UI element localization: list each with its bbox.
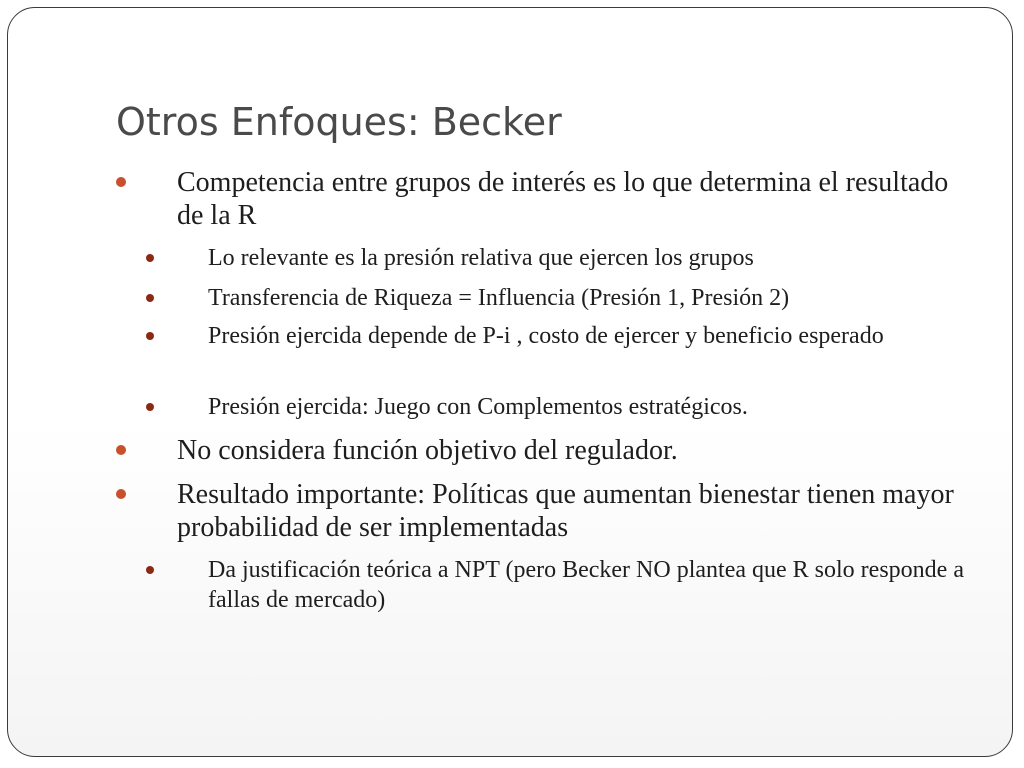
bullet-text: Resultado importante: Políticas que aumentan bienestar tienen mayor probabilidad de ser implementadas xyxy=(177,479,954,543)
sub-bullet-text: Lo relevante es la presión relativa que ejercen los grupos xyxy=(208,245,754,271)
bullet-item-competencia xyxy=(177,166,967,232)
sub-bullet-item-transferencia xyxy=(208,283,978,313)
sub-bullet-item-justificacion xyxy=(208,555,978,615)
sub-bullet-dot-icon xyxy=(146,403,154,411)
sub-bullet-dot-icon xyxy=(146,332,154,340)
sub-bullet-text: Presión ejercida depende de P-i , costo de ejercer y beneficio esperado xyxy=(208,323,884,349)
bullet-dot-icon xyxy=(116,489,126,499)
sub-bullet-item-presion-depende xyxy=(208,321,978,351)
bullet-text: No considera función objetivo del regulador. xyxy=(177,435,678,466)
sub-bullet-text: Presión ejercida: Juego con Complementos estratégicos. xyxy=(208,394,748,420)
bullet-item-no-considera xyxy=(177,434,967,467)
sub-bullet-dot-icon xyxy=(146,566,154,574)
slide-title: Otros Enfoques: Becker xyxy=(116,100,562,144)
sub-bullet-dot-icon xyxy=(146,254,154,262)
bullet-dot-icon xyxy=(116,445,126,455)
sub-bullet-text: Da justificación teórica a NPT (pero Becker NO plantea que R solo responde a fallas de mercado) xyxy=(208,557,964,613)
bullet-text: Competencia entre grupos de interés es lo que determina el resultado de la R xyxy=(177,167,949,231)
sub-bullet-text: Transferencia de Riqueza = Influencia (Presión 1, Presión 2) xyxy=(208,285,790,311)
sub-bullet-dot-icon xyxy=(146,294,154,302)
sub-bullet-item-relevante xyxy=(208,243,978,273)
bullet-item-resultado xyxy=(177,478,967,544)
sub-bullet-item-presion-juego xyxy=(208,392,978,422)
bullet-dot-icon xyxy=(116,177,126,187)
